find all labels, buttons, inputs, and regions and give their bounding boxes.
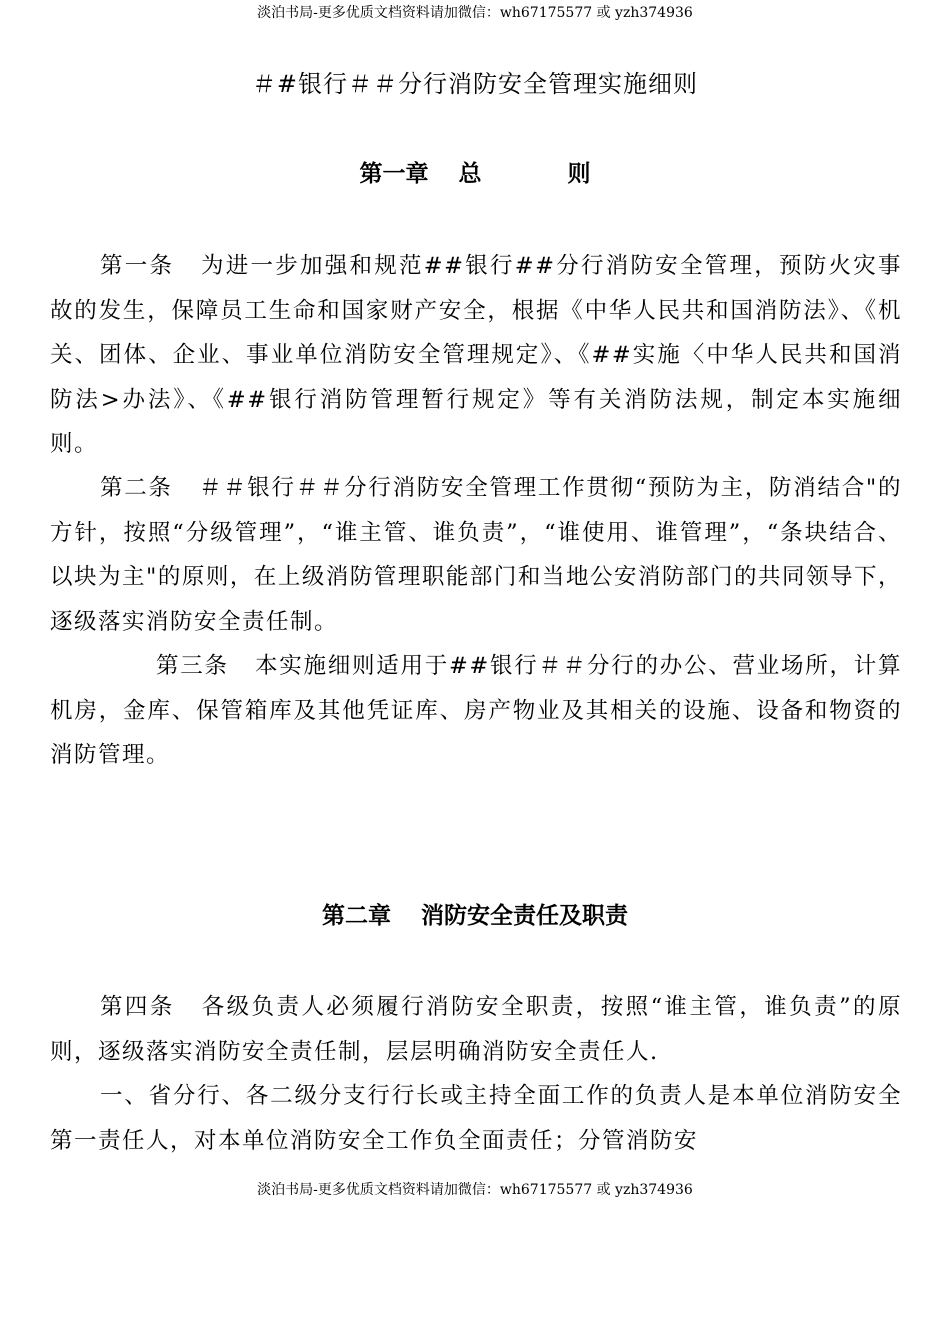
article-4-item-1-text: 一、省分行、各二级分支行行长或主持全面工作的负责人是本单位消防安全第一责任人，对本单位消防安全工作负全面责任；分管消防安 <box>50 1083 902 1154</box>
article-4 <box>50 985 902 1074</box>
article-1-text: 为进一步加强和规范##银行##分行消防安全管理，预防火灾事故的发生，保障员工生命和国家财产安全，根据《中华人民共和国消防法》、《机关、团体、企业、事业单位消防安全管理规定》、《##实施〈中华人民共和国消防法>办法》、《##银行消防管理暂行规定》等有关消防法规，制定本实施细则。 <box>50 253 902 457</box>
article-3-text: 本实施细则适用于##银行＃＃分行的办公、营业场所，计算机房，金库、保管箱库及其他凭证库、房产物业及其相关的设施、设备和物资的消防管理。 <box>50 653 902 768</box>
article-1-label: 第一条 <box>100 253 175 279</box>
article-3-label: 第三条 <box>156 653 229 679</box>
chapter-1-number: 第一章 <box>359 160 429 187</box>
document-title: ＃#银行＃＃分行消防安全管理实施细则 <box>251 70 699 98</box>
article-2 <box>50 466 902 644</box>
article-4-item-1 <box>50 1074 902 1163</box>
article-4-text: 各级负责人必须履行消防安全职责，按照“谁主管，谁负责”的原则，逐级落实消防安全责任制，层层明确消防安全责任人. <box>50 994 902 1065</box>
chapter-2-title: 消防安全责任及职责 <box>421 902 628 929</box>
article-3 <box>50 644 902 778</box>
chapter-1-title-char-2: 则 <box>567 160 591 187</box>
header-watermark: 淡泊书局-更多优质文档资料请加微信：wh67175577 或 yzh374936 <box>257 5 693 21</box>
article-2-label: 第二条 <box>100 475 173 501</box>
chapter-1-title-char-1: 总 <box>458 160 482 187</box>
article-4-label: 第四条 <box>100 994 175 1020</box>
chapter-2-number: 第二章 <box>322 902 391 929</box>
article-2-text: ＃＃银行＃＃分行消防安全管理工作贯彻“预防为主，防消结合"的方针，按照“分级管理”，“谁主管、谁负责”，“谁使用、谁管理”，“条块结合、以块为主"的原则，在上级消防管理职能部门和当地公安消防部门的共同领导下，逐级落实消防安全责任制。 <box>50 475 902 635</box>
chapter-1-heading <box>0 157 950 191</box>
article-1 <box>50 244 902 467</box>
footer-watermark: 淡泊书局-更多优质文档资料请加微信：wh67175577 或 yzh374936 <box>257 1182 693 1198</box>
chapter-2-heading <box>0 899 950 933</box>
